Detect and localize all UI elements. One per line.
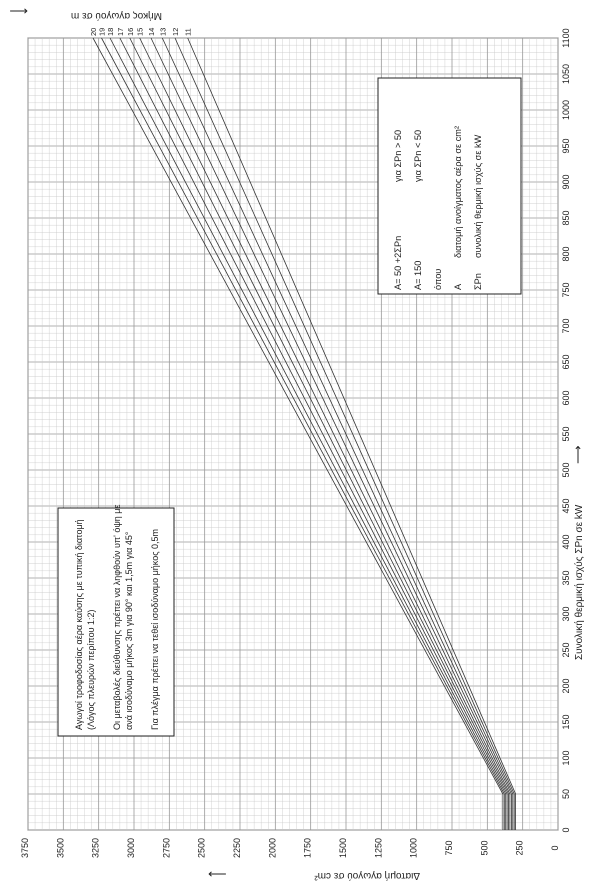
x-tick-label: 950	[561, 138, 571, 154]
y-tick-label: 2500	[196, 837, 207, 859]
top-axis-arrow: ⟵	[9, 4, 28, 19]
y-tick-label: 250	[514, 840, 525, 856]
note-line5: Για πλέγμα πρέπει να τεθεί ισοδύναμο μήκος 0,5m	[150, 528, 160, 730]
x-tick-label: 550	[561, 426, 571, 442]
y-tick-label: 1500	[338, 837, 348, 859]
top-axis-label: Μήκος αγωγού σε m	[70, 10, 162, 21]
formula-line3: όπου	[433, 268, 443, 290]
x-tick-label: 0	[561, 827, 571, 833]
series-label-14: 14	[146, 27, 156, 36]
x-tick-label: 100	[561, 750, 571, 766]
formula-line4-text: διατομή ανοίγματος αέρα σε cm²	[453, 126, 463, 258]
y-tick-label: 1750	[302, 837, 313, 859]
y-tick-label: 2250	[232, 837, 242, 859]
y-tick-label: 750	[444, 840, 454, 856]
series-label-15: 15	[135, 27, 145, 36]
x-tick-label: 1100	[561, 28, 571, 48]
x-tick-label: 800	[561, 246, 571, 262]
y-tick-label: 500	[479, 840, 490, 856]
formula-line2-right: για ΣPn < 50	[413, 129, 423, 182]
series-label-19: 19	[97, 27, 107, 36]
y-tick-label: 3000	[126, 837, 136, 859]
formula-line2-left: A= 150	[413, 260, 423, 290]
series-label-12: 12	[170, 27, 180, 36]
x-tick-label: 350	[561, 570, 571, 586]
x-tick-label: 900	[561, 174, 571, 190]
note-line3: Οι μεταβολές διεύθυνσης πρέπει να ληφθούν υπ' όψη με	[112, 504, 122, 730]
y-tick-label: 1000	[408, 837, 419, 859]
y-tick-label: 0	[550, 845, 560, 851]
series-label-18: 18	[105, 27, 115, 36]
x-tick-label: 1000	[561, 99, 571, 121]
note-line1: Αγωγοί τροφοδοσίας αέρα καύσης με τυπική διατομή	[74, 519, 84, 730]
note-line4: ανά ισοδύναμο μήκος 3m για 90° και 1,5m για 45°	[124, 531, 134, 730]
x-axis-label: Συνολική θερμική ισχύς ΣPn σε kW	[574, 504, 585, 660]
x-tick-label: 600	[561, 390, 571, 406]
x-tick-label: 650	[561, 354, 571, 370]
x-tick-label: 500	[561, 462, 571, 478]
series-labels	[89, 28, 193, 36]
y-axis-caption	[314, 870, 420, 882]
series-label-16: 16	[125, 27, 135, 36]
x-tick-label: 250	[561, 642, 571, 658]
y-tick-label: 2000	[267, 837, 278, 859]
x-tick-label: 150	[561, 714, 571, 730]
formula-line1-left: A= 50 +2ΣPn	[393, 235, 403, 290]
x-tick-label: 400	[561, 534, 571, 550]
x-tick-label: 1050	[561, 63, 571, 85]
formula-line4-symbol: A	[453, 283, 463, 290]
x-axis-arrow: ⟶	[570, 445, 585, 464]
x-tick-label: 850	[561, 210, 571, 226]
x-tick-label: 300	[561, 606, 571, 622]
x-tick-label: 200	[561, 678, 571, 694]
y-axis-arrow: ⟵	[208, 866, 227, 881]
note-line2: (Λόγος πλευρών περίπου 1:2)	[86, 609, 96, 730]
y-tick-label: 3250	[90, 837, 101, 859]
x-tick-label: 750	[561, 282, 571, 298]
y-tick-label: 3750	[20, 837, 30, 859]
series-label-20: 20	[89, 27, 99, 36]
y-tick-label: 1250	[373, 837, 384, 859]
y-axis-label: Διατομή αγωγού σε cm²	[314, 870, 420, 881]
top-axis-caption	[71, 10, 162, 22]
x-tick-label: 50	[561, 788, 571, 800]
formula-line5-text: συνολική θερμική ισχύς σε kW	[473, 134, 483, 258]
series-label-11: 11	[183, 28, 193, 36]
formula-line1-right: για ΣPn > 50	[393, 129, 403, 182]
x-tick-label: 700	[561, 318, 571, 334]
formula-line5-symbol: ΣPn	[473, 273, 483, 290]
x-tick-label: 450	[561, 498, 571, 514]
y-tick-label: 3500	[55, 837, 66, 859]
y-tick-label: 2750	[161, 837, 172, 859]
series-label-13: 13	[158, 27, 168, 36]
series-label-17: 17	[115, 27, 125, 36]
